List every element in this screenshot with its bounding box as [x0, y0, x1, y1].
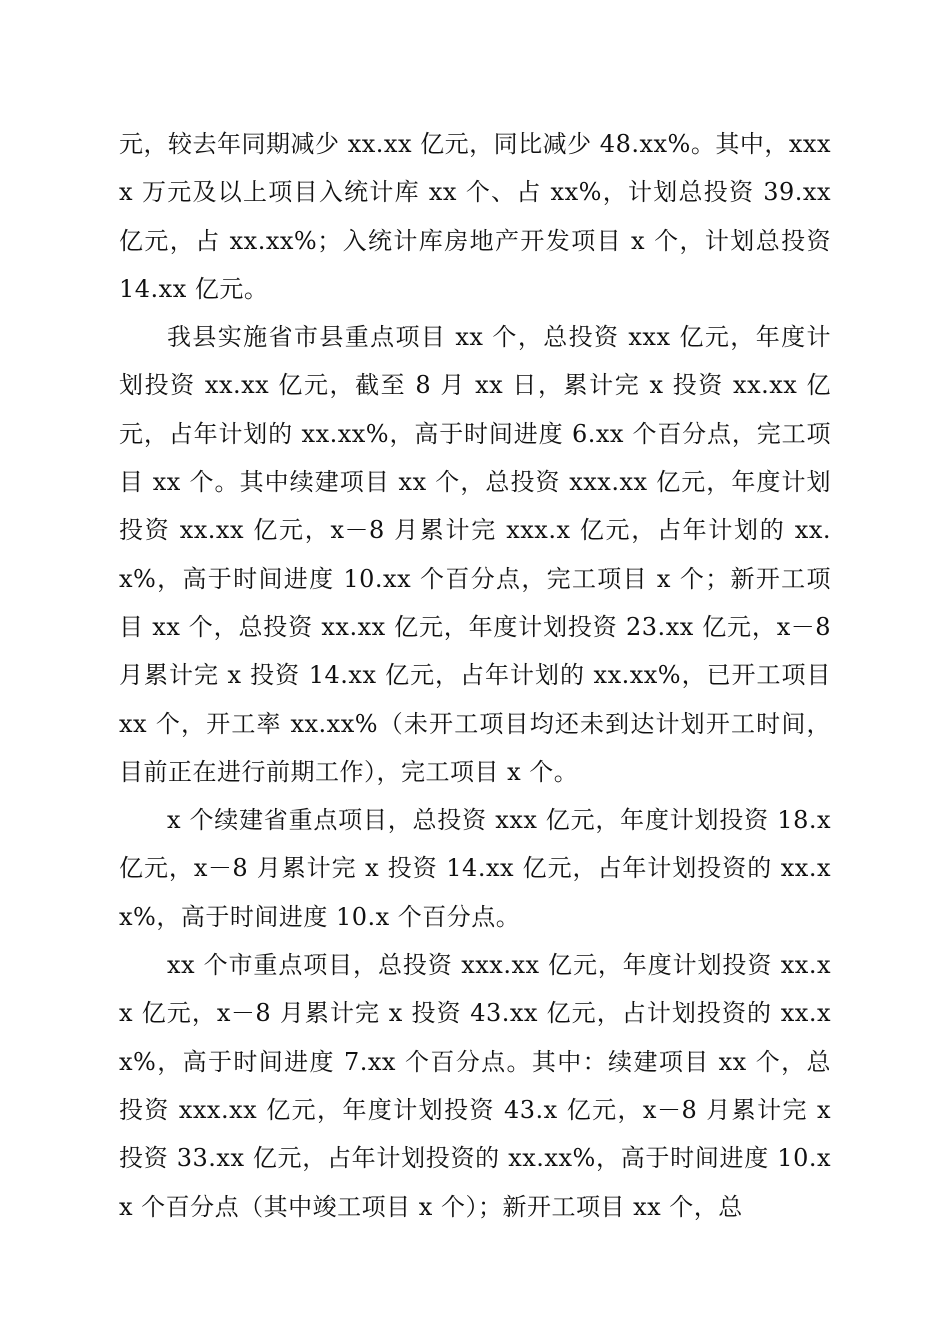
paragraph-continued: 元，较去年同期减少 xx.xx 亿元，同比减少 48.xx%。其中，xxxx 万元及以上项目入统计库 xx 个、占 xx%，计划总投资 39.xx 亿元，占 xx.xx%；入统计库房地产开发项目 x 个，计划总投资 14.xx 亿元。 [119, 130, 831, 303]
paragraph-key-projects: 我县实施省市县重点项目 xx 个，总投资 xxx 亿元，年度计划投资 xx.xx 亿元，截至 8 月 xx 日，累计完 x 投资 xx.xx 亿元，占年计划的 xx.xx%，高于时间进度 6.xx 个百分点，完工项目 xx 个。其中续建项目 xx 个，总投资 xxx.xx 亿元，年度计划投资 xx.xx 亿元，x－8 月累计完 xxx.x 亿元，占年计划的 xx.x%，高于时间进度 10.xx 个百分点，完工项目 x 个；新开工项目 xx 个，总投资 xx.xx 亿元，年度计划投资 23.xx 亿元，x－8 月累计完 x 投资 14.xx 亿元，占年计划的 xx.xx%，已开工项目 xx 个，开工率 xx.xx%（未开工项目均还未到达计划开工时间，目前正在进行前期工作），完工项目 x 个。 [119, 323, 831, 786]
paragraph-city-projects: xx 个市重点项目，总投资 xxx.xx 亿元，年度计划投资 xx.xx 亿元，x－8 月累计完 x 投资 43.xx 亿元，占计划投资的 xx.xx%，高于时间进度 7.xx 个百分点。其中：续建项目 xx 个，总投资 xxx.xx 亿元，年度计划投资 43.x 亿元，x－8 月累计完 x 投资 33.xx 亿元，占年计划投资的 xx.xx%，高于时间进度 10.xx 个百分点（其中竣工项目 x 个）；新开工项目 xx 个，总 [119, 951, 831, 1221]
paragraph-provincial-projects: x 个续建省重点项目，总投资 xxx 亿元，年度计划投资 18.x 亿元，x－8 月累计完 x 投资 14.xx 亿元，占年计划投资的 xx.xx%，高于时间进度 10.x 个百分点。 [119, 806, 831, 931]
document-body [119, 120, 831, 1231]
